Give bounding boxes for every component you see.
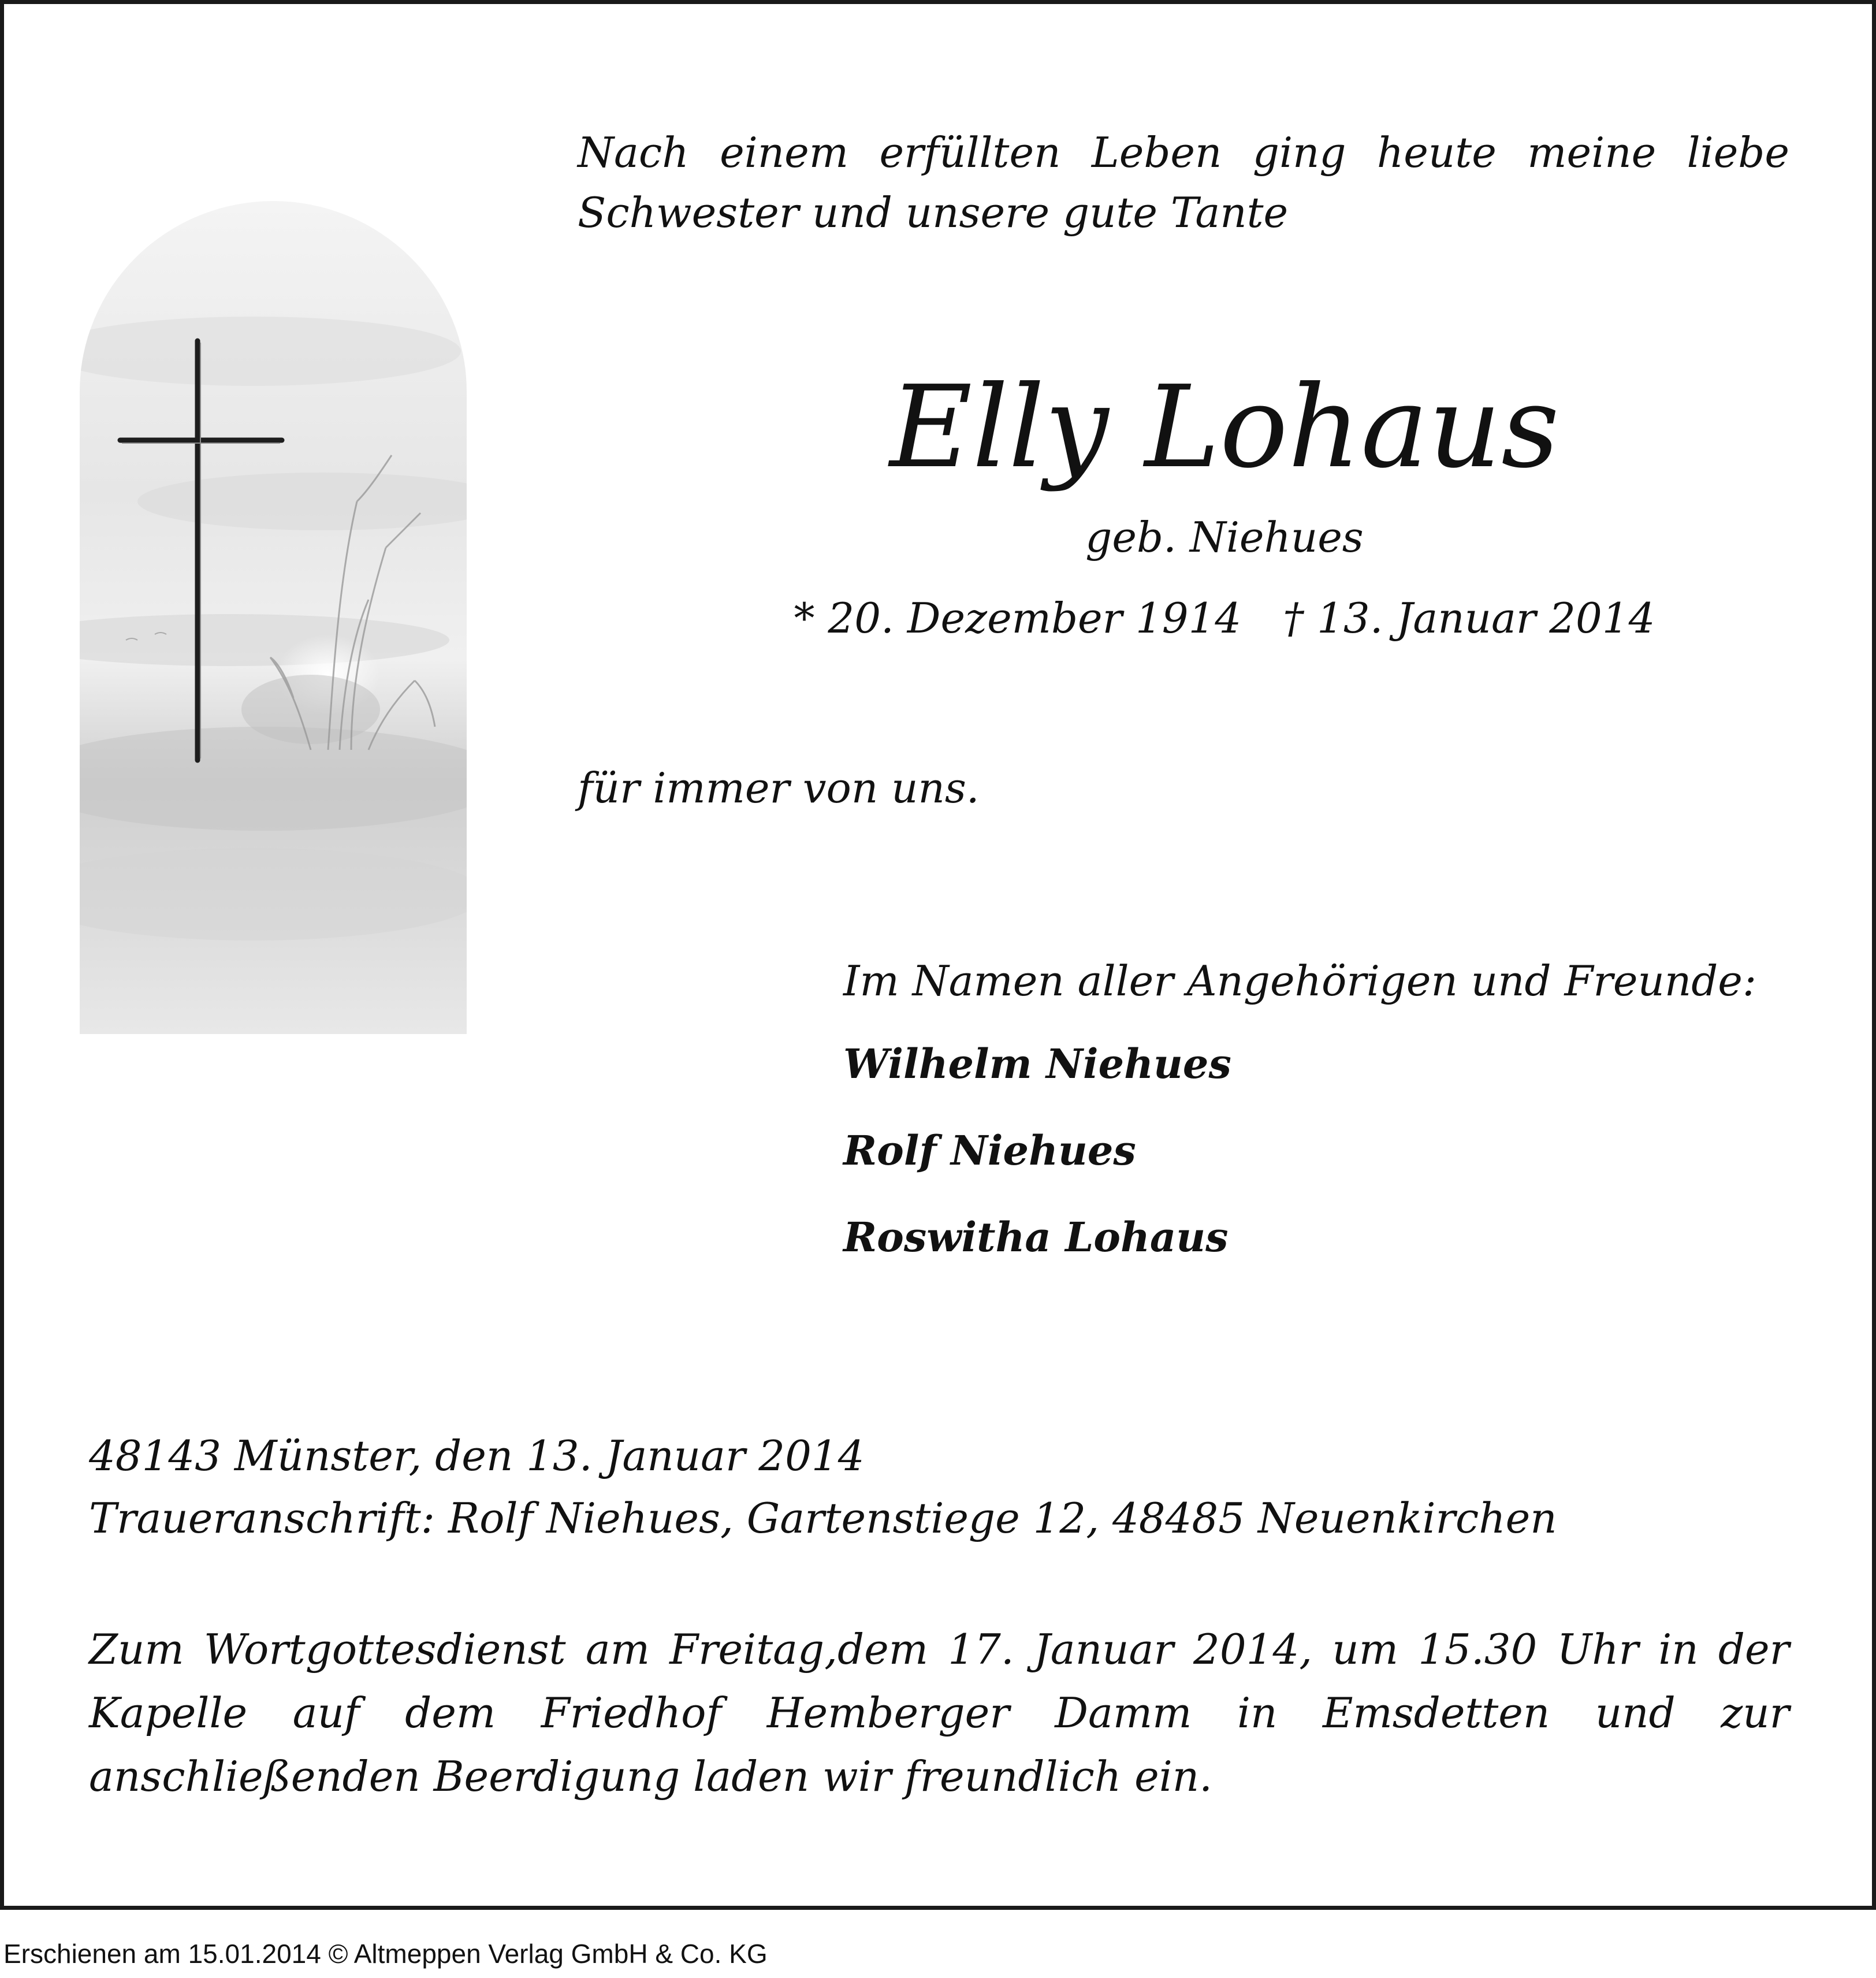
signatory-name: Rolf Niehues	[843, 1126, 1136, 1174]
maiden-name: geb. Niehues	[1085, 513, 1364, 562]
signatory-name: Wilhelm Niehues	[843, 1040, 1231, 1088]
signatories-intro: Im Namen aller Angehörigen und Freunde:	[843, 957, 1757, 1005]
memorial-arch-image	[80, 201, 467, 1034]
life-dates	[578, 589, 1871, 647]
signatory-name: Roswitha Lohaus	[843, 1213, 1229, 1261]
mourning-address: Traueranschrift: Rolf Niehues, Gartenstiege 12, 48485 Neuenkirchen	[89, 1494, 1557, 1542]
service-announcement: Zum Wortgottesdienst am Freitag,dem 17. Januar 2014, um 15.30 Uhr in der Kapelle auf dem Friedhof Hemberger Damm in Emsdetten und zur anschließenden Beerdigung laden wir freundlich ein.	[89, 1625, 1789, 1801]
deceased-name: Elly Lohaus	[889, 362, 1559, 493]
place-date: 48143 Münster, den 13. Januar 2014	[89, 1432, 865, 1480]
death-date: † 13. Januar 2014	[1283, 594, 1655, 642]
publication-footer: Erschienen am 15.01.2014 © Altmeppen Verlag GmbH & Co. KG	[3, 1939, 768, 1969]
intro-text: Nach einem erfüllten Leben ging heute meine liebe Schwester und unsere gute Tante	[578, 128, 1789, 237]
birth-date: * 20. Dezember 1914	[794, 594, 1242, 642]
farewell-text: für immer von uns.	[578, 764, 980, 812]
